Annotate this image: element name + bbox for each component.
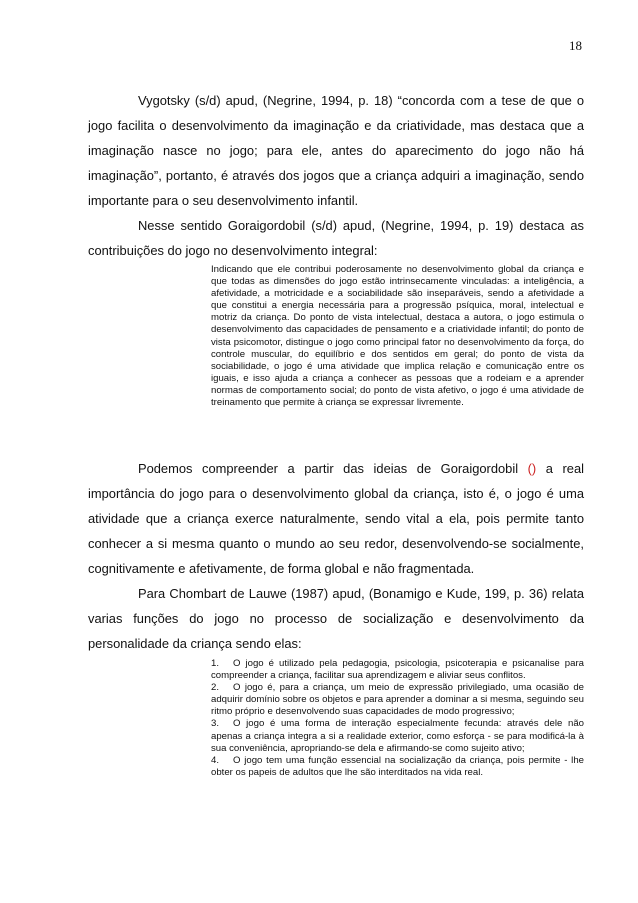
list-item [211, 755, 584, 779]
paragraph-compreender [88, 456, 584, 656]
paragraph-goraigordobil: Nesse sentido Goraigordobil (s/d) apud, (Negrine, 1994, p. 19) destaca as contribuições do jogo no desenvolvimento integral: [88, 218, 584, 258]
text-after: a real importância do jogo para o desenvolvimento global da criança, isto é, o jogo é uma atividade que a criança exerce naturalmente, sendo vital a ela, pois permite tanto conhecer a si mesma quanto o mundo ao seu redor, desenvolvendo-se socialmente, cognitivamente e afetivamente, de forma global e não fragmentada. [88, 461, 585, 576]
paragraph-text: Vygotsky (s/d) apud, (Negrine, 1994, p. 18) “concorda com a tese de que o jogo facilita o desenvolvimento da imaginação e da criatividade, mas destaca que a imaginação nasce no jogo; para ele, antes do aparecimento do jogo não há imaginação”, portanto, é através dos jogos que a criança adquiri a imaginação, sendo importante para o seu desenvolvimento infantil. [88, 93, 584, 208]
list-number: 2. [211, 682, 220, 694]
list-text: O jogo é, para a criança, um meio de expressão privilegiado, uma ocasião de adquirir domínio sobre os objetos e para aprender a dominar a si mesma, seguindo seu ritmo próprio e desenvolvendo suas capacidades de modo progressivo; [211, 682, 584, 718]
block-quote-goraigordobil: Indicando que ele contribui poderosamente no desenvolvimento global da criança e que todas as dimensões do jogo estão intrinsecamente vinculadas: a inteligência, a afetividade, a motricidade e a sociabilidade são inseparáveis, sendo a afetividade a que constitui a energia necessária para a progressão psíquica, moral, intelectual e motriz da criança. Do ponto de vista intelectual, destaca a autora, o jogo estimula o desenvolvimento das capacidades de pensamento e a criatividade infantil; do ponto de vista psicomotor, distingue o jogo como principal fator no desenvolvimento da força, do controle muscular, do equilíbrio e dos sentidos em geral; do ponto de vista da sociabilidade, o jogo é uma atividade que implica relação e comunicação entre os iguais, e isso ajuda a criança a conhecer as pessoas que a rodeiam e a aprender normas de comportamento social; do ponto de vista afetivo, o jogo é uma atividade de treinamento que permite à criança se expressar livremente. [211, 264, 584, 409]
paragraph-chombart: Para Chombart de Lauwe (1987) apud, (Bonamigo e Kude, 199, p. 36) relata varias funções do jogo no processo de socialização e desenvolvimento da personalidade da criança sendo elas: [88, 586, 584, 651]
paragraph-vygotsky [88, 88, 584, 263]
list-item [211, 658, 584, 682]
paragraph-text [88, 456, 584, 581]
citation-marker: () [527, 461, 537, 476]
list-text: O jogo é utilizado pela pedagogia, psicologia, psicoterapia e psicanalise para compreender a criança, facilitar sua aprendizagem e aliviar seus conflitos. [211, 658, 584, 682]
page-number: 18 [569, 38, 582, 53]
list-text: O jogo tem uma função essencial na socialização da criança, pois permite - lhe obter os papeis de adultos que lhe são interditados na vida real. [211, 754, 584, 778]
list-text: O jogo é uma forma de interação especialmente fecunda: através dele não apenas a criança integra a si a realidade exterior, como esforça - se para modificá-la à sua conveniência, apropriando-se dela e afirmando-se como sujeito ativo; [211, 718, 584, 754]
list-number: 3. [211, 718, 220, 730]
list-item [211, 682, 584, 718]
list-number: 4. [211, 754, 220, 766]
functions-list [211, 658, 584, 779]
text-before: Podemos compreender a partir das ideias de Goraigordobil [138, 461, 528, 476]
list-item [211, 718, 584, 754]
list-number: 1. [211, 658, 220, 669]
